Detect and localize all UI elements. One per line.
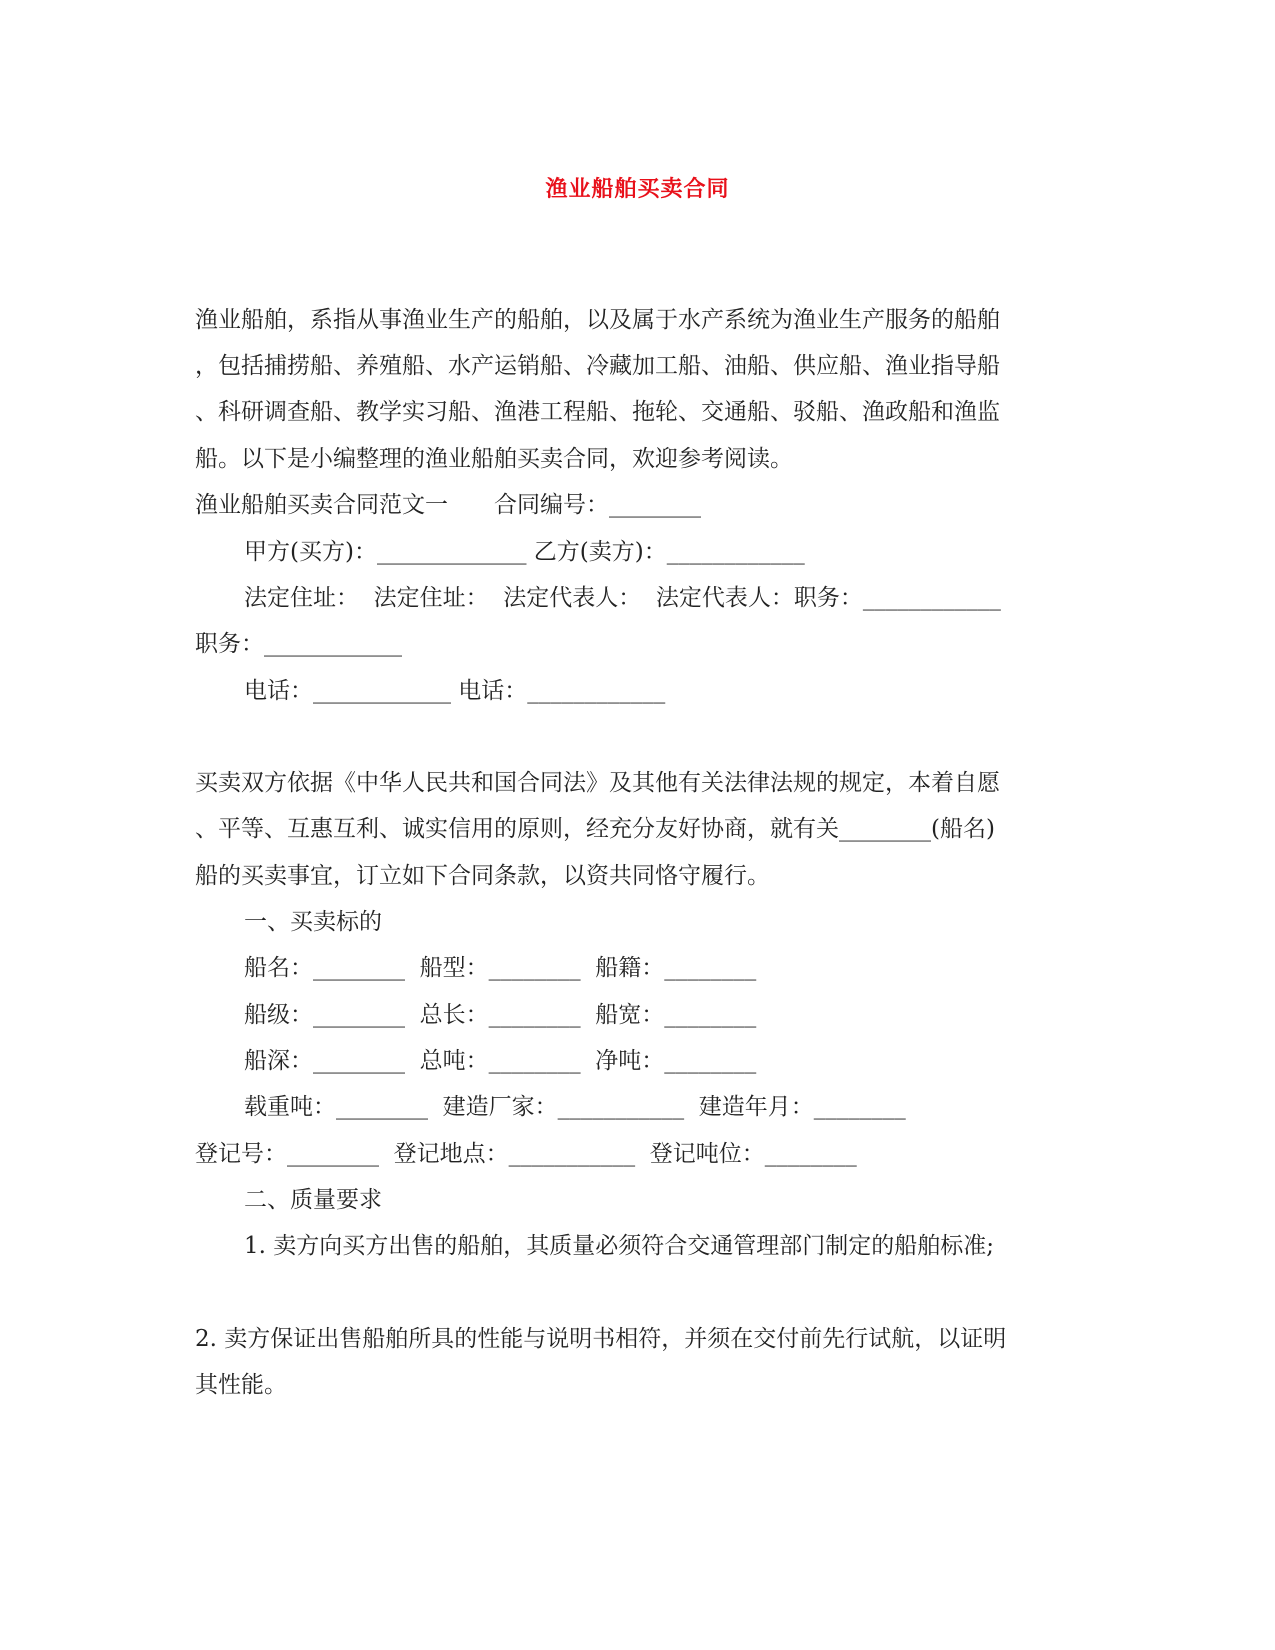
intro-line: 、科研调查船、教学实习船、渔港工程船、拖轮、交通船、驳船、渔政船和渔监 [195, 399, 1000, 425]
preamble-line: 买卖双方依据《中华人民共和国合同法》及其他有关法律法规的规定，本着自愿 [195, 770, 1000, 796]
vessel-field-line: 载重吨：________ 建造厂家：___________ 建造年月：________ [244, 1094, 906, 1120]
sample-header: 渔业船舶买卖合同范文一 合同编号：________ [195, 492, 701, 518]
intro-line: 渔业船舶，系指从事渔业生产的船舶，以及属于水产系统为渔业生产服务的船舶 [195, 307, 1000, 333]
vessel-field-line: 船级：________ 总长：________ 船宽：________ [244, 1002, 757, 1028]
vessel-field-line: 船深：________ 总吨：________ 净吨：________ [244, 1048, 757, 1074]
preamble-line: 、平等、互惠互利、诚实信用的原则，经充分友好协商，就有关________(船名) [195, 816, 995, 842]
parties-line: 职务：____________ [195, 631, 402, 657]
intro-line: 船。以下是小编整理的渔业船舶买卖合同，欢迎参考阅读。 [195, 446, 793, 472]
parties-line: 电话：____________ 电话：____________ [244, 678, 666, 704]
quality-clause: 1. 卖方向买方出售的船舶，其质量必须符合交通管理部门制定的船舶标准; [244, 1233, 995, 1259]
section-heading: 二、质量要求 [244, 1187, 382, 1213]
preamble-line: 船的买卖事宜，订立如下合同条款，以资共同恪守履行。 [195, 863, 770, 889]
quality-clause: 其性能。 [195, 1372, 287, 1398]
parties-line: 甲方(买方)：_____________ 乙方(卖方)：____________ [244, 539, 805, 565]
intro-line: ，包括捕捞船、养殖船、水产运销船、冷藏加工船、油船、供应船、渔业指导船 [195, 353, 1000, 379]
quality-clause: 2. 卖方保证出售船舶所具的性能与说明书相符，并须在交付前先行试航，以证明 [195, 1326, 1007, 1352]
vessel-field-line: 登记号：________ 登记地点：___________ 登记吨位：________ [195, 1141, 857, 1167]
section-heading: 一、买卖标的 [244, 909, 382, 935]
parties-line: 法定住址： 法定住址： 法定代表人： 法定代表人：职务：____________ [244, 585, 1001, 611]
vessel-field-line: 船名：________ 船型：________ 船籍：________ [244, 955, 757, 981]
document-title: 渔业船舶买卖合同 [545, 177, 730, 202]
